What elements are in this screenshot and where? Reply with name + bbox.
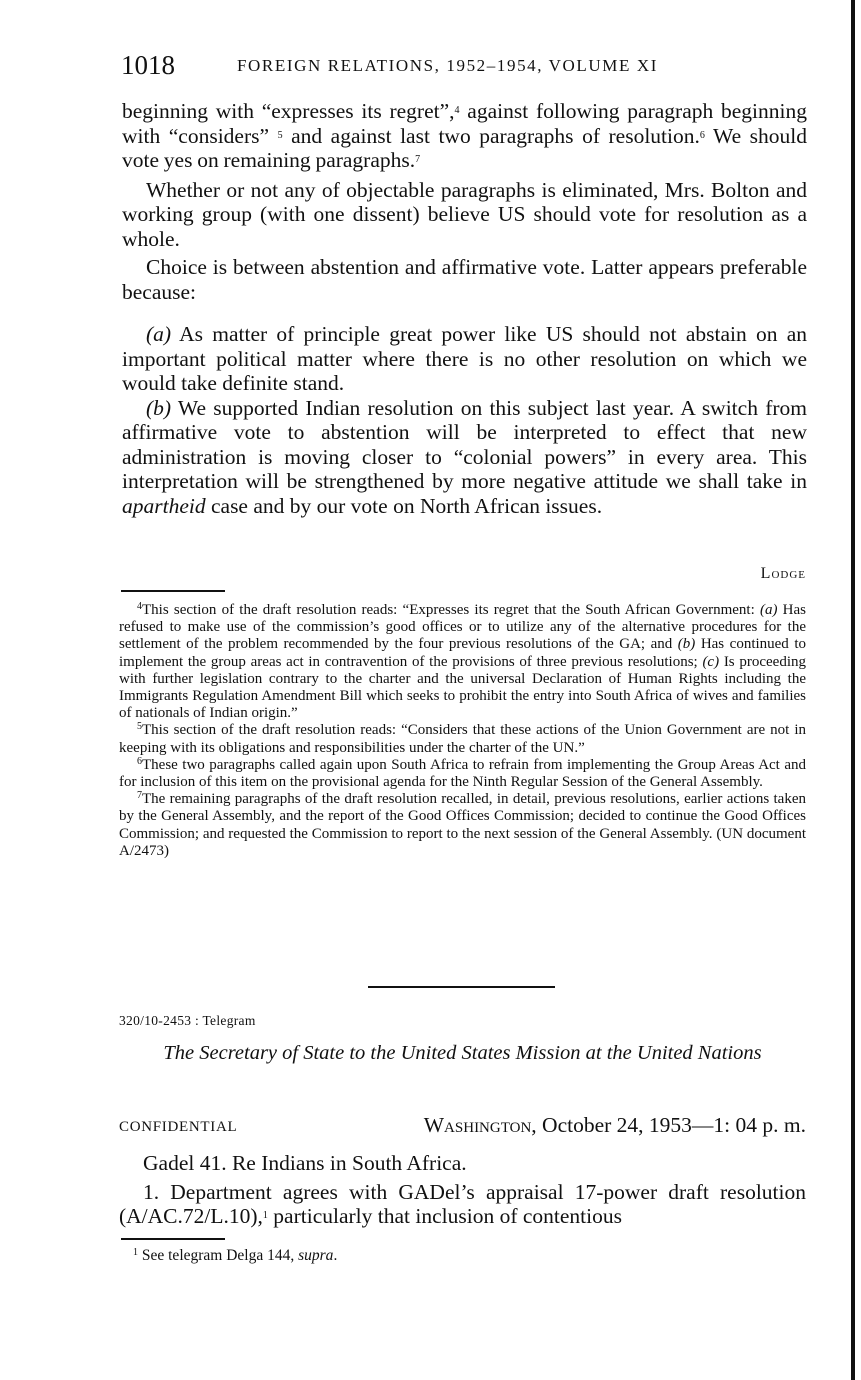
footnote-ref-1: 1: [262, 1210, 268, 1221]
classification: CONFIDENTIAL: [119, 1119, 238, 1135]
footnote-number: 5: [137, 721, 142, 733]
document-meta: [119, 1113, 806, 1143]
footnote-text: This section of the draft resolution reads: “Expresses its regret that the South African Government:: [142, 602, 760, 618]
footnote-number: 7: [137, 790, 142, 802]
file-reference: 320/10-2453 : Telegram: [119, 1013, 256, 1028]
paragraph-vote-for-whole: Whether or not any of objectable paragraphs is eliminated, Mrs. Bolton and working group (with one dissent) believe US should vote for resolution as a whole.: [122, 177, 807, 251]
paragraph-point-a: (a) As matter of principle great power like US should not abstain on an important political matter where there is no other resolution on which we would take definite stand.: [122, 322, 807, 395]
signature: Lodge: [760, 565, 806, 582]
footnote-number: 4: [137, 601, 142, 612]
dateline: [424, 1113, 806, 1138]
footnote-ref-5: 5: [277, 129, 283, 141]
footnote-text: The remaining paragraphs of the draft resolution recalled, in detail, previous resolutions, earlier actions taken by the General Assembly, and the report of the Good Offices Commission; decided to continue the Good Offices Commission; and requested the Commission to report to the next session of the General Assembly. (UN document A/2473): [119, 791, 806, 859]
footnote-text: Is proceeding with further legislation contrary to the charter and the universal Declaration of Human Rights including the Immigrants Regulation Amendment Bill which seeks to prohibit the entry into South Africa of wives and families of nationals of Indian origin.”: [119, 653, 807, 722]
footnote-1: $^1$ See telegram Delga 144, supra.: [133, 1247, 338, 1264]
footnote-ref-7: 7: [415, 154, 421, 165]
datetime: October 24, 1953—1: 04 p. m.: [536, 1113, 806, 1137]
page-header: [121, 50, 806, 80]
paragraph-choice: Choice is between abstention and affirmative vote. Latter appears preferable because:: [122, 255, 807, 304]
footnotes: [119, 602, 806, 860]
telegram-body: [119, 1151, 806, 1229]
footnote-text: (a): [759, 602, 778, 618]
place: Washington,: [423, 1113, 537, 1137]
paragraph-subject: Gadel 41. Re Indians in South Africa.: [143, 1151, 467, 1175]
paragraph-department-agrees: 1. Department agrees with GADel’s appraisal 17-power draft resolution (A/AC.72/L.10),$^1$ particularly that inclusion of contentious: [119, 1179, 806, 1228]
footnote-number: 6: [137, 755, 142, 767]
footnote-text: (c): [702, 653, 720, 670]
footnote-7: [119, 791, 806, 860]
footnote-ref-4: 4: [454, 105, 460, 116]
paragraph-point-b: (b) We supported Indian resolution on this subject last year. A switch from affirmative vote to abstention will be interpreted to effect that new administration is moving closer to “colonial powers” in every area. This interpretation will be strengthened by more negative attitude we shall take in apartheid case and by our vote on North African issues.: [122, 395, 807, 518]
footnote-text: This section of the draft resolution reads: “Considers that these actions of the Union Government are not in keeping with its obligations and responsibilities under the charter of the UN.”: [119, 722, 806, 756]
paragraph-objections: beginning with “expresses its regret”,$^4$ against following paragraph beginning with “considers” $^5$ and against last two paragraphs of resolution.$^6$ We should vote yes on remaining paragraphs.$^7$: [122, 99, 807, 172]
document-separator: [368, 986, 555, 988]
footnote-1-number: 1: [133, 1247, 138, 1258]
footnote-text: These two paragraphs called again upon South Africa to refrain from implementing the Group Areas Act and for inclusion of this item on the provisional agenda for the Ninth Regular Session of the General Assembly.: [119, 756, 806, 791]
footnote-text: Has refused to make use of the commission’s good offices or to utilize any of the alternative procedures for the settlement of the problem recommended by the four previous resolutions of the GA; and: [119, 602, 807, 653]
footnote-text: (b): [677, 636, 696, 653]
footnote-5: [119, 722, 806, 756]
footnote-6: [119, 757, 806, 791]
running-title: FOREIGN RELATIONS, 1952–1954, VOLUME XI: [237, 56, 658, 75]
document-title: The Secretary of State to the United States Mission at the United Nations: [163, 1042, 762, 1064]
footnote-separator-2: [121, 1238, 225, 1240]
footnote-text: Has continued to implement the group areas act in contravention of the provisions of three previous resolutions;: [119, 636, 806, 670]
footnote-separator: [121, 590, 225, 592]
footnote-4: [119, 602, 806, 722]
telegram-body-continued: [122, 99, 807, 518]
footnote-ref-6: 6: [699, 129, 705, 141]
page-number: 1018: [121, 50, 175, 80]
